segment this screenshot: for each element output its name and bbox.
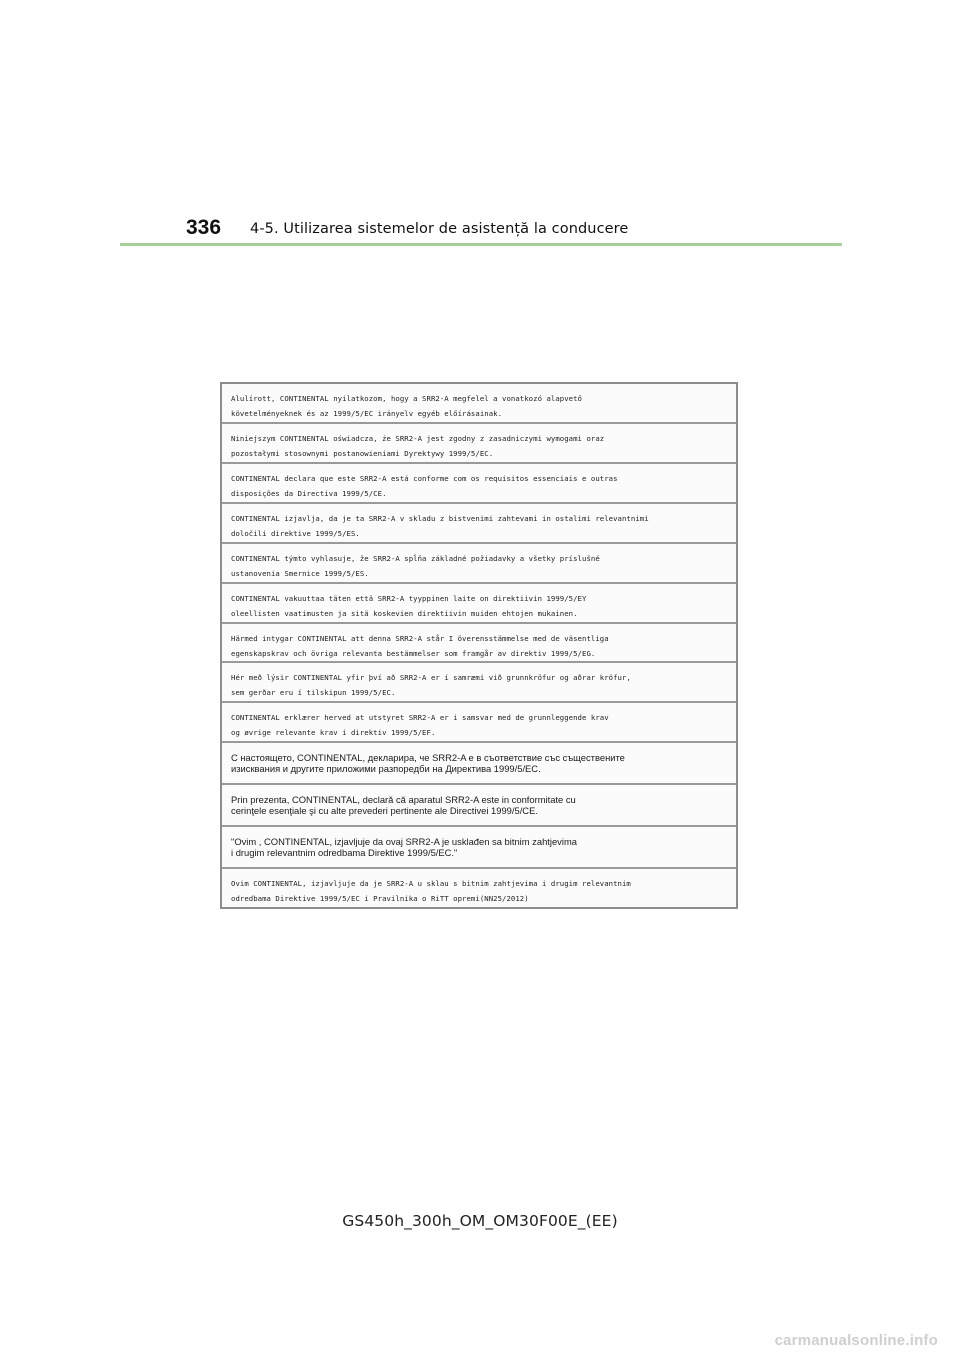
declaration-line: CONTINENTAL izjavlja, da je ta SRR2-A v skladu z bistvenimi zahtevami in ostalimi relevantnimi xyxy=(231,513,649,523)
declaration-row xyxy=(222,869,736,907)
declaration-line: CONTINENTAL erklærer herved at utstyret SRR2-A er i samsvar med de grunnleggende krav xyxy=(231,713,609,723)
declaration-line: Ovim CONTINENTAL, izjavljuje da je SRR2-A u sklau s bitnim zahtjevima i drugim relevantnim xyxy=(231,879,631,889)
declaration-row xyxy=(222,544,736,584)
declaration-line: követelményeknek és az 1999/5/EC irányelv egyéb előírásainak. xyxy=(231,409,503,418)
section-title: 4-5. Utilizarea sistemelor de asistență la conducere xyxy=(250,221,629,237)
declaration-row xyxy=(222,584,736,624)
declaration-line: Hér með lýsir CONTINENTAL yfir því að SRR2-A er í samræmi við grunnkröfur og aðrar kröfur, xyxy=(231,673,631,683)
declaration-row xyxy=(222,624,736,664)
header-divider xyxy=(120,243,842,246)
declaration-line: CONTINENTAL vakuuttaa täten että SRR2-A tyyppinen laite on direktiivin 1999/5/EY xyxy=(231,593,587,603)
declaration-line: CONTINENTAL týmto vyhlasuje, že SRR2-A spĺňa základné požiadavky a všetky príslušné xyxy=(231,553,600,563)
declaration-line: disposições da Directiva 1999/5/CE. xyxy=(231,488,387,498)
declaration-line: odredbama Direktive 1999/5/EC i Pravilnika o RiTT opremi(NN25/2012) xyxy=(231,894,529,904)
declaration-row xyxy=(222,464,736,504)
declaration-line: og øvrige relevante krav i direktiv 1999/5/EF. xyxy=(231,728,436,738)
declaration-of-conformity-table xyxy=(220,382,738,909)
declaration-line: Alulírott, CONTINENTAL nyilatkozom, hogy a SRR2-A megfelel a vonatkozó alapvető xyxy=(231,394,583,403)
declaration-row xyxy=(222,504,736,544)
declaration-line: "Ovim , CONTINENTAL, izjavljuje da ovaj SRR2-A je usklađen sa bitnim zahtjevima xyxy=(231,836,577,848)
declaration-row xyxy=(222,424,736,464)
declaration-line: CONTINENTAL declara que este SRR2-A está conforme com os requisitos essenciais e outras xyxy=(231,473,618,483)
declaration-line: določili direktive 1999/5/ES. xyxy=(231,528,360,538)
declaration-line: Härmed intygar CONTINENTAL att denna SRR2-A står I överensstämmelse med de väsentliga xyxy=(231,633,609,643)
declaration-row xyxy=(222,827,736,869)
declaration-line: pozostałymi stosownymi postanowieniami Dyrektywy 1999/5/EC. xyxy=(231,448,494,458)
page-number: 336 xyxy=(186,216,222,239)
document-code: GS450h_300h_OM_OM30F00E_(EE) xyxy=(342,1212,618,1230)
declaration-row xyxy=(222,785,736,827)
watermark: carmanualsonline.info xyxy=(774,1332,938,1349)
declaration-line: cerinţele esenţiale şi cu alte prevederi pertinente ale Directivei 1999/5/CE. xyxy=(231,805,538,817)
declaration-row xyxy=(222,663,736,703)
declaration-line: Prin prezenta, CONTINENTAL, declară că aparatul SRR2-A este in conformitate cu xyxy=(231,794,576,806)
declaration-row xyxy=(222,384,736,424)
page-header xyxy=(120,210,842,246)
declaration-line: sem gerðar eru í tilskipun 1999/5/EC. xyxy=(231,688,396,698)
declaration-line: ustanovenia Smernice 1999/5/ES. xyxy=(231,568,369,578)
declaration-line: С настоящето, CONTINENTAL, декларира, че SRR2-A е в съответствие със съществените xyxy=(231,752,625,764)
declaration-row xyxy=(222,703,736,743)
declaration-line: Niniejszym CONTINENTAL oświadcza, że SRR2-A jest zgodny z zasadniczymi wymogami oraz xyxy=(231,433,605,443)
declaration-line: i drugim relevantnim odredbama Direktive 1999/5/EC." xyxy=(231,847,458,859)
declaration-line: oleellisten vaatimusten ja sitä koskevien direktiivin muiden ehtojen mukainen. xyxy=(231,608,578,618)
declaration-line: egenskapskrav och övriga relevanta bestämmelser som framgår av direktiv 1999/5/EG. xyxy=(231,648,596,658)
declaration-row xyxy=(222,743,736,785)
declaration-line: изисквания и другите приложими разпоредби на Директива 1999/5/EC. xyxy=(231,763,541,775)
